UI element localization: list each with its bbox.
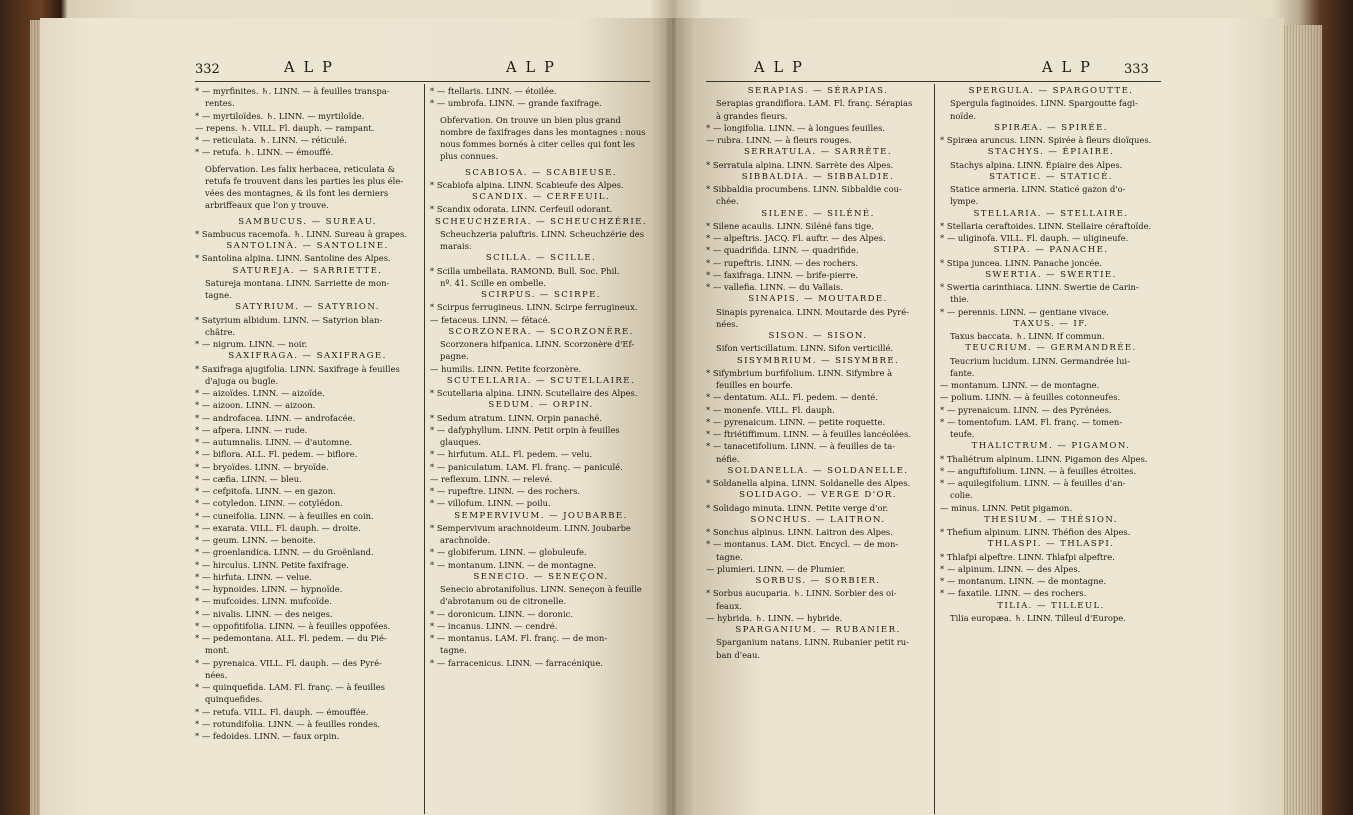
text-line: colie. — [950, 490, 973, 501]
text-line: nombre de faxifrages dans les montagnes : nous — [440, 126, 646, 137]
species-entry: * Scilla umbellata. RAMOND. Bull. Soc. Phil. — [430, 265, 620, 276]
text-line: tagne. — [440, 645, 467, 656]
species-entry: — montanum. LINN. — de montagne. — [940, 380, 1100, 390]
right-header-left: ALP — [754, 60, 811, 76]
species-entry: * — globiferum. LINN. — globuleufe. — [430, 547, 587, 558]
species-entry: — rubra. LINN. — à fleurs rouges. — [706, 135, 852, 145]
species-entry: * — quadrifida. LINN. — quadrifide. — [706, 245, 859, 256]
genus-heading: SCILLA. — SCILLE. — [485, 253, 597, 264]
right-page — [676, 18, 1284, 815]
text-line: thie. — [950, 294, 970, 305]
text-line: arbriffeaux que l'on y trouve. — [205, 200, 329, 211]
species-entry: * — cefpitofa. LINN. — en gazon. — [195, 486, 336, 496]
text-line: fante. — [950, 367, 975, 378]
right-page-edges — [1280, 25, 1322, 815]
species-entry: * Stipa juncea. LINN. Panache joncée. — [940, 257, 1102, 268]
genus-heading: SOLDANELLA. — SOLDANELLE. — [727, 465, 909, 476]
text-line: plus connues. — [440, 151, 499, 162]
species-entry: * Sambucus racemofa. ♄. LINN. Sureau à grapes. — [195, 228, 407, 239]
left-header-rule — [195, 81, 650, 82]
genus-heading: SISYMBRIUM. — SISYMBRE. — [736, 355, 900, 366]
genus-heading: STATICE. — STATICÉ. — [989, 171, 1113, 182]
species-entry: * — cuneifolia. LINN. — à feuilles en coin. — [195, 510, 374, 521]
genus-heading: SAXIFRAGA. — SAXIFRAGE. — [228, 351, 387, 362]
species-entry: * — alpinum. LINN. — des Alpes. — [940, 563, 1081, 574]
text-line: Tilia europæa. ♄. LINN. Tilleul d'Europe. — [950, 612, 1126, 623]
genus-heading: SERRATULA. — SARRÈTE. — [744, 147, 892, 158]
text-line: Sinapis pyrenaica. LINN. Moutarde des Pyré- — [716, 306, 910, 317]
text-line: châtre. — [205, 326, 236, 337]
species-entry: * — groenlandica. LINN. — du Groënland. — [195, 547, 374, 558]
genus-heading: SCABIOSA. — SCABIEUSE. — [465, 167, 617, 178]
species-entry: * — nivalis. LINN. — des neiges. — [195, 608, 333, 619]
text-line: marais. — [440, 241, 472, 251]
species-entry: * — villofum. LINN. — poilu. — [430, 498, 551, 509]
species-entry: * — pedemontana. ALL. Fl. pedem. — du Pié- — [195, 633, 387, 643]
species-entry: * — cotyledon. LINN. — cotylédon. — [195, 498, 343, 509]
species-entry: * Sonchus alpinus. LINN. Laitron des Alpes. — [706, 527, 893, 537]
species-entry: * — dafyphyllum. LINN. Petit orpin à feuilles — [430, 424, 620, 435]
text-line: à grandes fleurs. — [716, 110, 788, 121]
species-entry: * Sedum atratum. LINN. Orpin panaché. — [430, 412, 603, 423]
species-entry: * — montanus. LAM. Fl. franç. — de mon- — [430, 633, 608, 643]
species-entry: * — montanum. LINN. — de montagne. — [430, 559, 597, 570]
species-entry: * — faxifraga. LINN. — brife-pierre. — [706, 269, 859, 280]
species-entry: * Santolina alpina. LINN. Santoline des Alpes. — [195, 253, 391, 264]
text-line: Scorzonera hifpanica. LINN. Scorzonère d'Ef- — [440, 339, 635, 349]
species-entry: * Scandix odorata. LINN. Cerfeuil odorant. — [430, 204, 613, 215]
species-entry: * — biflora. ALL. Fl. pedem. — biflore. — [195, 449, 358, 460]
species-entry: — reflexum. LINN. — relevé. — [430, 473, 553, 484]
species-entry: * Scirpus ferrugineus. LINN. Scirpe ferrugineux. — [430, 302, 638, 313]
species-entry: * — doronicum. LINN. — doronic. — [430, 608, 573, 619]
species-entry: * — dentatum. ALL. Fl. pedem. — denté. — [706, 392, 878, 403]
species-entry: * — oppofitifolia. LINN. — à feuilles oppofées. — [195, 620, 391, 631]
text-line: Spergula faginoides. LINN. Spargoutte fagi- — [950, 98, 1138, 109]
genus-heading: SPIRÆA. — SPIRÉE. — [994, 122, 1108, 133]
text-line: feuilles en bourfe. — [716, 380, 793, 390]
species-entry: * Sorbus aucuparia. ♄. LINN. Sorbier des oi- — [706, 588, 897, 599]
text-line: noïde. — [950, 110, 977, 121]
text-line: nº. 41. Scille en ombelle. — [440, 277, 547, 288]
genus-heading: SCIRPUS. — SCIRPE. — [481, 290, 601, 300]
text-line: quinquefides. — [205, 694, 263, 705]
species-entry: * — mufcoides. LINN. mufcoïde. — [195, 596, 332, 607]
species-entry: * — hirfutum. ALL. Fl. pedem. — velu. — [430, 449, 593, 460]
species-entry: * — monenfe. VILL. Fl. dauph. — [706, 404, 835, 415]
species-entry: * — pyrenaicum. LINN. — petite roquette. — [706, 416, 886, 427]
text-line: nées. — [716, 318, 739, 329]
species-entry: * — quinquefida. LAM. Fl. franç. — à feuilles — [195, 682, 385, 692]
species-entry: * — rupeftris. LINN. — des rochers. — [706, 257, 859, 268]
text-line: Statice armeria. LINN. Staticé gazon d'o- — [950, 184, 1126, 194]
species-entry: * — tomentofum. LAM. Fl. franç. — tomen- — [940, 416, 1123, 427]
species-entry: * — geum. LINN. — benoite. — [195, 535, 316, 545]
species-entry: — humilis. LINN. Petite fcorzonère. — [430, 363, 582, 374]
species-entry: * — hirfuta. LINN. — velue. — [195, 571, 312, 582]
text-line: glauques. — [440, 437, 482, 447]
species-entry: — minus. LINN. Petit pigamon. — [940, 502, 1073, 513]
species-entry: * Swertia carinthiaca. LINN. Swertie de Carin- — [940, 282, 1139, 292]
text-line: pagne. — [440, 351, 469, 362]
genus-heading: SWERTIA. — SWERTIE. — [985, 269, 1117, 280]
text-line: teufe. — [950, 429, 975, 439]
species-entry: * Saxifraga ajugifolia. LINN. Saxifrage à feuilles — [195, 363, 400, 374]
species-entry: * — afpera. LINN. — rude. — [195, 424, 308, 435]
text-line: tagne. — [716, 551, 743, 562]
species-entry: * Serratula alpina. LINN. Sarrète des Alpes. — [706, 159, 894, 170]
genus-heading: SORBUS. — SORBIER. — [755, 576, 881, 586]
species-entry: — hybrida. ♄. LINN. — hybride. — [706, 612, 843, 623]
text-line: nées. — [205, 669, 228, 680]
species-entry: * — nigrum. LINN. — noir. — [195, 339, 308, 349]
right-header-rule — [706, 81, 1161, 82]
text-line: néfie. — [716, 453, 740, 464]
species-entry: * Silene acaulis. LINN. Siléné fans tige. — [706, 220, 874, 231]
species-entry: * — aquilegifolium. LINN. — à feuilles d'an- — [940, 478, 1126, 488]
text-line: feaux. — [716, 600, 742, 611]
text-line: d'ajuga ou bugle. — [205, 375, 279, 386]
species-entry: * — aizoïdes. LINN. — aizoïde. — [195, 388, 325, 398]
species-entry: * — exarata. VILL. Fl. dauph. — droite. — [195, 522, 361, 533]
species-entry: * — cæfia. LINN. — bleu. — [195, 473, 302, 484]
text-line: vées des montagnes, & ils font les derniers — [205, 188, 389, 198]
species-entry: * Scutellaria alpina. LINN. Scutellaire des Alpes. — [430, 388, 638, 398]
genus-heading: SENECIO. — SENEÇON. — [473, 571, 609, 582]
genus-heading: SILENE. — SILÉNÉ. — [761, 208, 875, 219]
left-column-divider — [424, 84, 425, 814]
species-entry: * — vallefia. LINN. — du Vallais. — [706, 282, 843, 292]
genus-heading: TEUCRIUM. — GERMANDRÉE. — [965, 343, 1137, 354]
species-entry: * — bryoïdes. LINN. — bryoïde. — [195, 461, 329, 472]
species-entry: * — hirculus. LINN. Petite faxifrage. — [195, 559, 349, 570]
text-line: Sifon verticillatum. LINN. Sifon verticillé. — [716, 343, 894, 354]
species-entry: * — myrtiloïdes. ♄. LINN. — myrtiloïde. — [195, 110, 365, 121]
genus-heading: TAXUS. — IF. — [1013, 318, 1089, 329]
genus-heading: SEMPERVIVUM. — JOUBARBE. — [454, 510, 628, 521]
species-entry: * — paniculatum. LAM. Fl. franç. — paniculé. — [430, 461, 623, 472]
left-header-right: ALP — [506, 60, 563, 76]
genus-heading: SCANDIX. — CERFEUIL. — [471, 192, 610, 202]
species-entry: * — montanus. LAM. Dict. Encycl. — de mon- — [706, 539, 899, 550]
text-line: Scheuchzeria paluftris. LINN. Scheuchzérie des — [440, 228, 645, 239]
species-entry: * — uliginofa. VILL. Fl. dauph. — uligineufe. — [940, 233, 1129, 243]
species-entry: * Sempervivum arachnoideum. LINN. Joubarbe — [430, 522, 631, 533]
species-entry: * — rupeftre. LINN. — des rochers. — [430, 486, 581, 496]
species-entry: * — perennis. LINN. — gentiane vivace. — [940, 306, 1109, 317]
species-entry: * — rotundifolia. LINN. — à feuilles rondes. — [195, 718, 381, 729]
genus-heading: STIPA. — PANACHE. — [993, 245, 1109, 256]
species-entry: * Satyrium albidum. LINN. — Satyrion blan- — [195, 314, 383, 325]
text-line: ban d'eau. — [716, 649, 761, 660]
species-entry: * — reticulata. ♄. LINN. — réticulé. — [195, 135, 347, 145]
species-entry: * — retufa. ♄. LINN. — émouffé. — [195, 147, 334, 158]
species-entry: * — longifolia. LINN. — à longues feuilles. — [706, 122, 886, 133]
text-line: arachnoïde. — [440, 535, 491, 545]
species-entry: * Soldanella alpina. LINN. Soldanelle des Alpes. — [706, 478, 911, 488]
species-entry: * — myrfinites. ♄. LINN. — à feuilles transpa- — [195, 86, 390, 96]
right-column-2 — [940, 85, 1162, 810]
species-entry: * — montanum. LINN. — de montagne. — [940, 576, 1107, 586]
genus-heading: SATUREJA. — SARRIETTE. — [232, 265, 383, 276]
species-entry: * — pyrenaica. VILL. Fl. dauph. — des Pyré- — [195, 657, 382, 668]
species-entry: * — androfacea. LINN. — androfacée. — [195, 412, 356, 423]
species-entry: * — incanus. LINN. — cendré. — [430, 620, 558, 631]
text-line: Taxus baccata. ♄. LINN. If commun. — [950, 331, 1105, 341]
left-page — [40, 18, 670, 815]
species-entry: * Scabiofa alpina. LINN. Scabieufe des Alpes. — [430, 179, 624, 190]
genus-heading: STACHYS. — ÉPIAIRE. — [987, 147, 1115, 158]
genus-heading: TILIA. — TILLEUL. — [997, 600, 1105, 611]
species-entry: * Thefium alpinum. LINN. Théfion des Alpes. — [940, 527, 1131, 537]
text-line: Satureja montana. LINN. Sarriette de mon- — [205, 277, 390, 288]
genus-heading: SEDUM. — ORPIN. — [488, 400, 594, 411]
species-entry: — repens. ♄. VILL. Fl. dauph. — rampant. — [195, 122, 375, 133]
species-entry: * Solidago minuta. LINN. Petite verge d'or. — [706, 502, 889, 513]
species-entry: — fetaceus. LINN. — fétacé. — [430, 314, 551, 325]
text-line: Senecio abrotanifolius. LINN. Seneçon à feuille — [440, 584, 642, 594]
right-header-right: ALP — [1042, 60, 1099, 76]
text-line: rentes. — [205, 98, 235, 109]
species-entry: * — farracenicus. LINN. — farracénique. — [430, 657, 603, 668]
genus-heading: SCUTELLARIA. — SCUTELLAIRE. — [446, 375, 636, 386]
species-entry: * — aizoon. LINN. — aizoon. — [195, 400, 316, 411]
species-entry: * — faxatile. LINN. — des rochers. — [940, 588, 1087, 599]
genus-heading: SINAPIS. — MOUTARDE. — [748, 294, 888, 305]
text-line: Sparganium natans. LINN. Rubanier petit ru- — [716, 637, 909, 648]
text-line: Obfervation. Les falix herbacea, reticulata & — [205, 163, 396, 174]
right-column-1 — [706, 85, 930, 810]
text-line: lympe. — [950, 196, 979, 207]
species-entry: — polium. LINN. — à feuilles cotonneufes. — [940, 392, 1121, 403]
species-entry: * Thlafpi alpeftre. LINN. Thlafpi alpeftre. — [940, 551, 1115, 562]
genus-heading: THLASPI. — THLASPI. — [987, 539, 1115, 550]
left-column-2 — [430, 85, 652, 810]
text-line: d'abrotanum ou de citronelle. — [440, 596, 566, 607]
genus-heading: SATYRIUM. — SATYRION. — [235, 302, 380, 313]
species-entry: — plumieri. LINN. — de Plumier. — [706, 563, 846, 574]
genus-heading: SANTOLINA. — SANTOLINE. — [226, 241, 389, 251]
species-entry: * Spiræa aruncus. LINN. Spirée à fleurs dioïques. — [940, 135, 1152, 145]
species-entry: * — ftriétiffimum. LINN. — à feuilles lancéolées. — [706, 429, 911, 439]
genus-heading: STELLARIA. — STELLAIRE. — [973, 208, 1129, 219]
text-line: chée. — [716, 196, 739, 207]
species-entry: * Stellaria ceraftoides. LINN. Stellaire céraftoïde. — [940, 220, 1152, 231]
species-entry: * — tanacetifolium. LINN. — à feuilles de ta- — [706, 441, 896, 452]
left-column-1 — [195, 85, 420, 810]
genus-heading: SCORZONERA. — SCORZONÈRE. — [448, 326, 634, 337]
text-line: Obfervation. On trouve un bien plus grand — [440, 114, 621, 125]
genus-heading: SPARGANIUM. — RUBANIER. — [735, 625, 901, 635]
species-entry: * — autumnalis. LINN. — d'automne. — [195, 437, 353, 447]
text-line: mont. — [205, 645, 230, 656]
text-line: tagne. — [205, 290, 232, 300]
species-entry: * — retufa. VILL. Fl. dauph. — émouffée. — [195, 706, 369, 717]
species-entry: * — fedoides. LINN. — faux orpin. — [195, 731, 340, 741]
left-header-left: ALP — [284, 60, 341, 76]
genus-heading: SIBBALDIA. — SIBBALDIE. — [741, 171, 895, 182]
species-entry: * Sibbaldia procumbens. LINN. Sibbaldie cou- — [706, 184, 902, 194]
text-line: Serapias grandiflora. LAM. Fl. franç. Sérapias — [716, 98, 913, 109]
left-page-number: 332 — [195, 62, 220, 77]
genus-heading: SONCHUS. — LAITRON. — [750, 514, 886, 525]
right-column-divider — [934, 84, 935, 814]
genus-heading: SISON. — SISON. — [768, 331, 868, 341]
genus-heading: SOLIDAGO. — VERGE D'OR. — [739, 490, 897, 501]
text-line: Teucrium lucidum. LINN. Germandrée lui- — [950, 355, 1130, 366]
genus-heading: SERAPIAS. — SÉRAPIAS. — [747, 86, 889, 96]
text-line: Stachys alpina. LINN. Épiaire des Alpes. — [950, 159, 1123, 170]
species-entry: * — umbrofa. LINN. — grande faxifrage. — [430, 98, 602, 109]
species-entry: * Thaliétrum alpinum. LINN. Pigamon des Alpes. — [940, 453, 1148, 464]
species-entry: * — anguftifolium. LINN. — à feuilles étroites. — [940, 465, 1137, 476]
genus-heading: SPERGULA. — SPARGOUTTE. — [968, 86, 1134, 96]
genus-heading: SAMBUCUS. — SUREAU. — [238, 216, 377, 227]
species-entry: * — ftellaris. LINN. — étoilée. — [430, 86, 557, 96]
species-entry: * — hypnoides. LINN. — hypnoïde. — [195, 584, 343, 594]
genus-heading: THALICTRUM. — PIGAMON. — [971, 441, 1131, 452]
genus-heading: SCHEUCHZERIA. — SCHEUCHZÉRIE. — [435, 216, 647, 227]
right-page-number: 333 — [1124, 62, 1149, 77]
species-entry: * — pyrenaicum. LINN. — des Pyrénées. — [940, 404, 1112, 415]
text-line: retufa fe trouvent dans les parties les plus éle- — [205, 175, 404, 186]
species-entry: * Sifymbrium burfifolium. LINN. Sifymbre à — [706, 367, 893, 378]
text-line: nous fommes bornés à citer celles qui font les — [440, 139, 635, 149]
species-entry: * — alpeftris. JACQ. Fl. auftr. — des Alpes. — [706, 233, 886, 243]
genus-heading: THESIUM. — THÉSION. — [984, 514, 1118, 525]
